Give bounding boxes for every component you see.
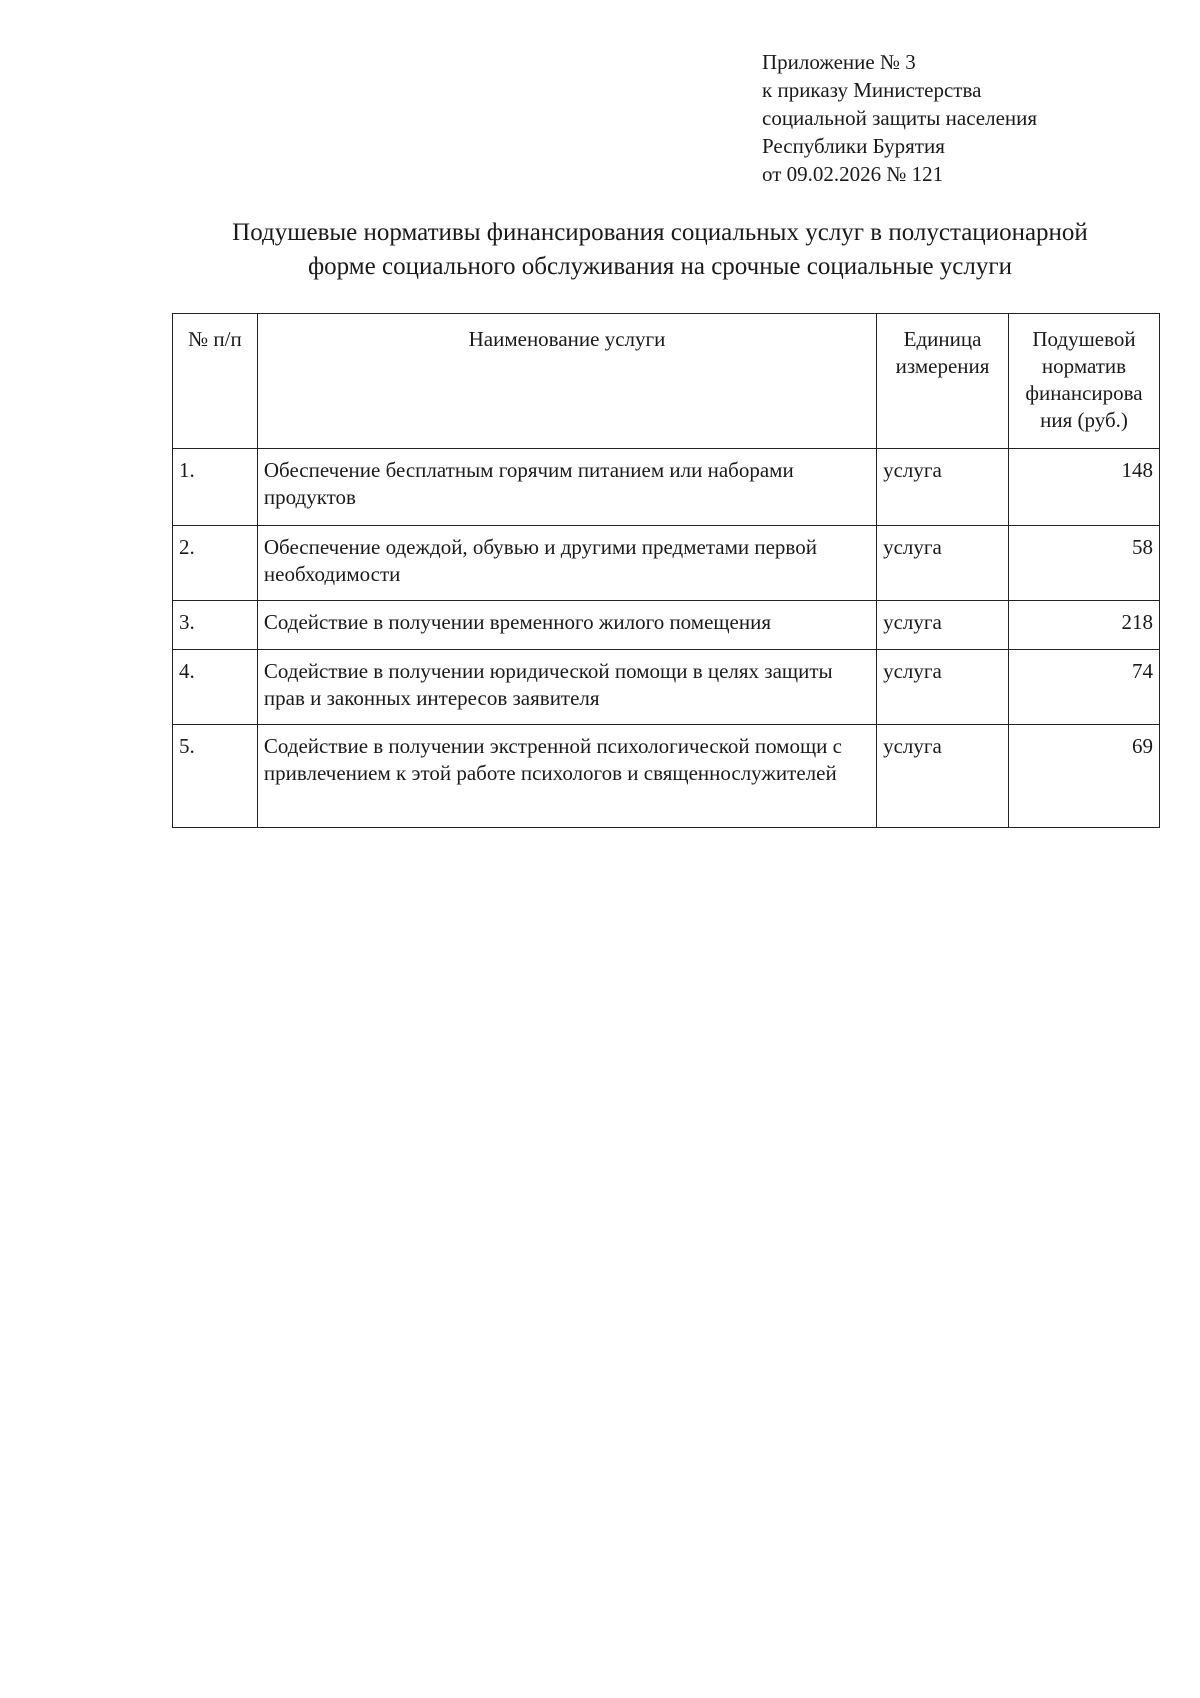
header-name <box>257 314 876 449</box>
table-row <box>173 725 1160 828</box>
table-row <box>173 526 1160 601</box>
table-row <box>173 601 1160 650</box>
appendix-line: к приказу Министерства <box>762 78 982 102</box>
row-service-name: Обеспечение одеждой, обувью и другими предметами первой необходимости <box>257 526 876 601</box>
row-unit: услуга <box>877 449 1009 526</box>
row-unit: услуга <box>877 601 1009 650</box>
row-num: 4. <box>173 650 258 725</box>
row-num: 5. <box>173 725 258 828</box>
header-unit <box>877 314 1009 449</box>
row-norm: 148 <box>1009 449 1160 526</box>
row-service-name: Содействие в получении юридической помощи в целях защиты прав и законных интересов заявителя <box>257 650 876 725</box>
row-norm: 74 <box>1009 650 1160 725</box>
document-title <box>160 216 1160 284</box>
title-line: Подушевые нормативы финансирования социальных услуг в полустационарной <box>232 219 1088 246</box>
row-norm: 218 <box>1009 601 1160 650</box>
row-unit: услуга <box>877 526 1009 601</box>
header-norm-line: Подушевой <box>1032 327 1136 351</box>
table-row <box>173 650 1160 725</box>
header-name-text: Наименование услуги <box>468 327 666 351</box>
row-num: 3. <box>173 601 258 650</box>
table-header-row <box>173 314 1160 449</box>
row-norm: 58 <box>1009 526 1160 601</box>
appendix-line: Приложение № 3 <box>762 50 916 74</box>
row-unit: услуга <box>877 650 1009 725</box>
header-num <box>173 314 258 449</box>
header-unit-line: измерения <box>895 354 990 378</box>
row-service-name: Содействие в получении экстренной психологической помощи с привлечением к этой работе психологов и священнослужителей <box>257 725 876 828</box>
row-unit: услуга <box>877 725 1009 828</box>
table-row <box>173 449 1160 526</box>
header-num-text: № п/п <box>188 327 242 351</box>
row-num: 2. <box>173 526 258 601</box>
header-unit-line: Единица <box>903 327 982 351</box>
appendix-line: от 09.02.2026 № 121 <box>762 162 944 186</box>
header-norm-line: норматив <box>1041 354 1127 378</box>
appendix-reference <box>762 48 1037 188</box>
appendix-line: социальной защиты населения <box>762 106 1038 130</box>
header-norm-line: ния (руб.) <box>1040 408 1128 432</box>
row-service-name: Содействие в получении временного жилого помещения <box>257 601 876 650</box>
row-norm: 69 <box>1009 725 1160 828</box>
appendix-line: Республики Бурятия <box>762 134 945 158</box>
title-line: форме социального обслуживания на срочные социальные услуги <box>307 253 1013 280</box>
header-norm-line: финансирова <box>1025 381 1143 405</box>
row-service-name: Обеспечение бесплатным горячим питанием или наборами продуктов <box>257 449 876 526</box>
header-norm <box>1009 314 1160 449</box>
row-num: 1. <box>173 449 258 526</box>
services-table <box>172 313 1160 828</box>
